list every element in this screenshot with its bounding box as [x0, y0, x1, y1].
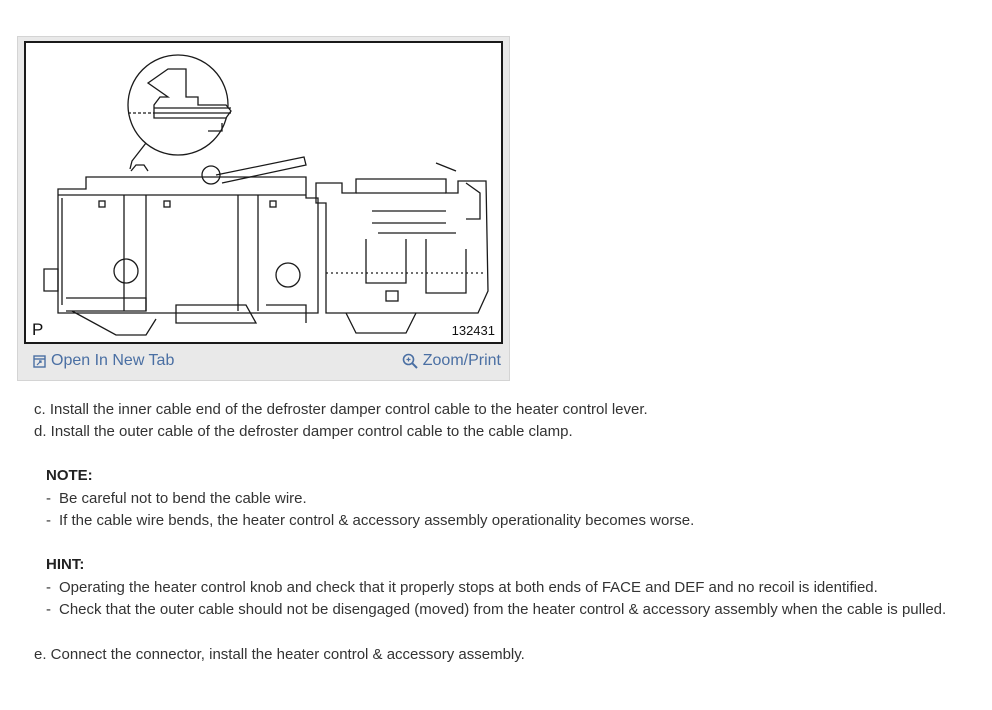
hint-heading: HINT:	[46, 556, 85, 573]
corner-letter: P	[32, 320, 44, 339]
figure-id: 132431	[451, 323, 495, 338]
note-item-text: Be careful not to bend the cable wire.	[59, 490, 307, 507]
open-new-tab-icon	[33, 355, 46, 368]
hint-item-text: Operating the heater control knob and check that it properly stops at both ends of FACE and DEF and no recoil is identified.	[59, 579, 878, 596]
bullet-dash: -	[46, 601, 51, 618]
hint-item	[46, 577, 878, 599]
note-item-text: If the cable wire bends, the heater control & accessory assembly operationality becomes worse.	[59, 512, 695, 529]
open-in-new-tab-link[interactable]	[33, 352, 174, 370]
step-e: e. Connect the connector, install the heater control & accessory assembly.	[34, 646, 525, 663]
hint-item	[46, 599, 946, 621]
hint-item-text: Check that the outer cable should not be disengaged (moved) from the heater control & accessory assembly when the cable is pulled.	[59, 601, 947, 618]
magnifier-zoom-icon	[402, 353, 418, 369]
step-c: c. Install the inner cable end of the defroster damper control cable to the heater control lever.	[34, 401, 648, 418]
zoom-print-link[interactable]	[402, 352, 501, 370]
step-d: d. Install the outer cable of the defroster damper control cable to the cable clamp.	[34, 423, 573, 440]
bullet-dash: -	[46, 490, 51, 507]
figure-container	[17, 36, 510, 381]
heater-control-illustration	[26, 43, 501, 342]
open-in-new-tab-label: Open In New Tab	[51, 352, 175, 369]
bullet-dash: -	[46, 579, 51, 596]
figure-links	[18, 349, 509, 373]
note-item	[46, 488, 307, 510]
heater-control-diagram	[24, 41, 503, 344]
bullet-dash: -	[46, 512, 51, 529]
note-heading: NOTE:	[46, 467, 93, 484]
zoom-print-label: Zoom/Print	[422, 352, 501, 369]
note-item	[46, 510, 694, 532]
